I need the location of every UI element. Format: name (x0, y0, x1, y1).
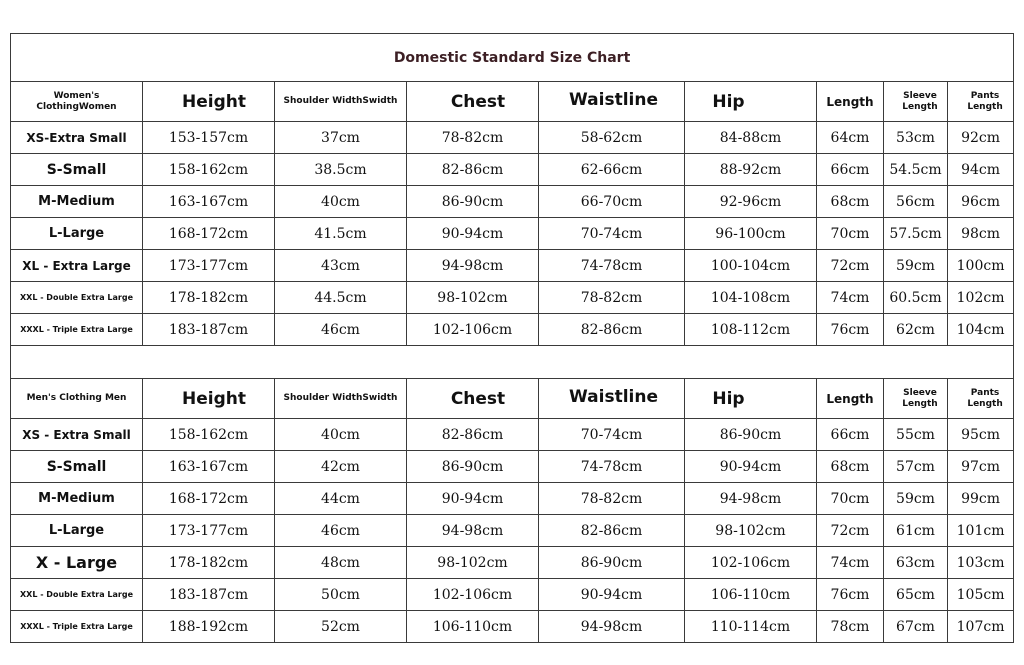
height-value: 168-172cm (143, 218, 275, 250)
size-label: S-Small (11, 154, 143, 186)
header-hip: Hip (685, 379, 817, 419)
sleeve-value: 57cm (884, 451, 948, 483)
pants-value: 99cm (948, 483, 1014, 515)
pants-value: 94cm (948, 154, 1014, 186)
shoulder-value: 50cm (275, 579, 407, 611)
chest-value: 86-90cm (407, 451, 539, 483)
length-value: 70cm (817, 483, 884, 515)
shoulder-value: 52cm (275, 611, 407, 643)
chest-value: 82-86cm (407, 419, 539, 451)
waist-value: 86-90cm (539, 547, 685, 579)
size-label: XXL - Double Extra Large (11, 579, 143, 611)
hip-value: 100-104cm (685, 250, 817, 282)
header-shoulder: Shoulder WidthSwidth (275, 82, 407, 122)
table-row (11, 419, 1014, 451)
table-row (11, 250, 1014, 282)
waist-value: 94-98cm (539, 611, 685, 643)
header-sleeve-length: Sleeve Length (884, 379, 948, 419)
chest-value: 102-106cm (407, 314, 539, 346)
pants-value: 102cm (948, 282, 1014, 314)
height-value: 168-172cm (143, 483, 275, 515)
sleeve-value: 63cm (884, 547, 948, 579)
waist-value: 70-74cm (539, 419, 685, 451)
length-value: 74cm (817, 282, 884, 314)
chest-value: 94-98cm (407, 515, 539, 547)
sleeve-value: 54.5cm (884, 154, 948, 186)
chest-value: 106-110cm (407, 611, 539, 643)
shoulder-value: 38.5cm (275, 154, 407, 186)
shoulder-value: 46cm (275, 515, 407, 547)
chest-value: 90-94cm (407, 218, 539, 250)
shoulder-value: 44cm (275, 483, 407, 515)
sleeve-value: 61cm (884, 515, 948, 547)
header-length: Length (817, 379, 884, 419)
sleeve-value: 57.5cm (884, 218, 948, 250)
pants-value: 107cm (948, 611, 1014, 643)
hip-value: 94-98cm (685, 483, 817, 515)
waist-value: 90-94cm (539, 579, 685, 611)
pants-value: 97cm (948, 451, 1014, 483)
header-sleeve-length: Sleeve Length (884, 82, 948, 122)
chest-value: 98-102cm (407, 282, 539, 314)
size-label: M-Medium (11, 483, 143, 515)
header-length: Length (817, 82, 884, 122)
shoulder-value: 40cm (275, 419, 407, 451)
table-row (11, 515, 1014, 547)
hip-value: 90-94cm (685, 451, 817, 483)
shoulder-value: 42cm (275, 451, 407, 483)
size-label: XXXL - Triple Extra Large (11, 314, 143, 346)
waist-value: 78-82cm (539, 282, 685, 314)
hip-value: 110-114cm (685, 611, 817, 643)
waist-value: 82-86cm (539, 314, 685, 346)
length-value: 64cm (817, 122, 884, 154)
size-label: XS-Extra Small (11, 122, 143, 154)
chest-value: 78-82cm (407, 122, 539, 154)
header-pants-length: Pants Length (948, 379, 1014, 419)
length-value: 66cm (817, 419, 884, 451)
size-label: L-Large (11, 218, 143, 250)
header-height: Height (143, 82, 275, 122)
pants-value: 104cm (948, 314, 1014, 346)
shoulder-value: 44.5cm (275, 282, 407, 314)
sleeve-value: 56cm (884, 186, 948, 218)
sleeve-value: 59cm (884, 483, 948, 515)
header-chest: Chest (407, 379, 539, 419)
table-row (11, 314, 1014, 346)
pants-value: 95cm (948, 419, 1014, 451)
waist-value: 66-70cm (539, 186, 685, 218)
header-shoulder: Shoulder WidthSwidth (275, 379, 407, 419)
length-value: 66cm (817, 154, 884, 186)
sleeve-value: 59cm (884, 250, 948, 282)
header-waistline: Waistline (539, 377, 685, 417)
sleeve-value: 65cm (884, 579, 948, 611)
shoulder-value: 37cm (275, 122, 407, 154)
hip-value: 88-92cm (685, 154, 817, 186)
chest-value: 94-98cm (407, 250, 539, 282)
header-waistline: Waistline (539, 80, 685, 120)
header-pants-length: Pants Length (948, 82, 1014, 122)
shoulder-value: 41.5cm (275, 218, 407, 250)
hip-value: 86-90cm (685, 419, 817, 451)
height-value: 153-157cm (143, 122, 275, 154)
men-group-label: Men's Clothing Men (11, 379, 143, 419)
pants-value: 96cm (948, 186, 1014, 218)
chest-value: 90-94cm (407, 483, 539, 515)
sleeve-value: 53cm (884, 122, 948, 154)
size-label: XXL - Double Extra Large (11, 282, 143, 314)
size-label: XXXL - Triple Extra Large (11, 611, 143, 643)
pants-value: 101cm (948, 515, 1014, 547)
pants-value: 92cm (948, 122, 1014, 154)
table-row (11, 483, 1014, 515)
height-value: 183-187cm (143, 314, 275, 346)
length-value: 76cm (817, 579, 884, 611)
hip-value: 106-110cm (685, 579, 817, 611)
waist-value: 62-66cm (539, 154, 685, 186)
length-value: 72cm (817, 515, 884, 547)
length-value: 72cm (817, 250, 884, 282)
shoulder-value: 43cm (275, 250, 407, 282)
header-chest: Chest (407, 82, 539, 122)
length-value: 76cm (817, 314, 884, 346)
height-value: 178-182cm (143, 547, 275, 579)
shoulder-value: 48cm (275, 547, 407, 579)
table-row (11, 122, 1014, 154)
hip-value: 96-100cm (685, 218, 817, 250)
size-label: M-Medium (11, 186, 143, 218)
chest-value: 102-106cm (407, 579, 539, 611)
table-row (11, 547, 1014, 579)
height-value: 173-177cm (143, 250, 275, 282)
size-label: L-Large (11, 515, 143, 547)
shoulder-value: 40cm (275, 186, 407, 218)
height-value: 163-167cm (143, 186, 275, 218)
pants-value: 98cm (948, 218, 1014, 250)
height-value: 158-162cm (143, 154, 275, 186)
chest-value: 98-102cm (407, 547, 539, 579)
table-row (11, 451, 1014, 483)
table-row (11, 611, 1014, 643)
waist-value: 74-78cm (539, 250, 685, 282)
pants-value: 105cm (948, 579, 1014, 611)
waist-value: 70-74cm (539, 218, 685, 250)
length-value: 70cm (817, 218, 884, 250)
table-row (11, 186, 1014, 218)
waist-value: 78-82cm (539, 483, 685, 515)
hip-value: 98-102cm (685, 515, 817, 547)
height-value: 173-177cm (143, 515, 275, 547)
header-height: Height (143, 379, 275, 419)
height-value: 163-167cm (143, 451, 275, 483)
height-value: 183-187cm (143, 579, 275, 611)
table-row (11, 218, 1014, 250)
size-label: XS - Extra Small (11, 419, 143, 451)
table-row (11, 282, 1014, 314)
height-value: 178-182cm (143, 282, 275, 314)
hip-value: 84-88cm (685, 122, 817, 154)
length-value: 74cm (817, 547, 884, 579)
chart-title: Domestic Standard Size Chart (11, 34, 1014, 82)
hip-value: 92-96cm (685, 186, 817, 218)
table-row (11, 579, 1014, 611)
chest-value: 82-86cm (407, 154, 539, 186)
women-header-row (11, 82, 1014, 122)
height-value: 188-192cm (143, 611, 275, 643)
women-group-label: Women's ClothingWomen (11, 82, 143, 122)
sleeve-value: 62cm (884, 314, 948, 346)
chest-value: 86-90cm (407, 186, 539, 218)
length-value: 68cm (817, 451, 884, 483)
length-value: 78cm (817, 611, 884, 643)
sleeve-value: 60.5cm (884, 282, 948, 314)
pants-value: 103cm (948, 547, 1014, 579)
size-label: S-Small (11, 451, 143, 483)
table-row (11, 154, 1014, 186)
hip-value: 102-106cm (685, 547, 817, 579)
size-chart-table (10, 33, 1014, 643)
sleeve-value: 67cm (884, 611, 948, 643)
size-label: XL - Extra Large (11, 250, 143, 282)
height-value: 158-162cm (143, 419, 275, 451)
hip-value: 104-108cm (685, 282, 817, 314)
shoulder-value: 46cm (275, 314, 407, 346)
header-hip: Hip (685, 82, 817, 122)
men-header-row (11, 379, 1014, 419)
waist-value: 82-86cm (539, 515, 685, 547)
pants-value: 100cm (948, 250, 1014, 282)
waist-value: 58-62cm (539, 122, 685, 154)
waist-value: 74-78cm (539, 451, 685, 483)
size-label: X - Large (11, 547, 143, 579)
sleeve-value: 55cm (884, 419, 948, 451)
section-divider (11, 346, 1014, 379)
hip-value: 108-112cm (685, 314, 817, 346)
length-value: 68cm (817, 186, 884, 218)
